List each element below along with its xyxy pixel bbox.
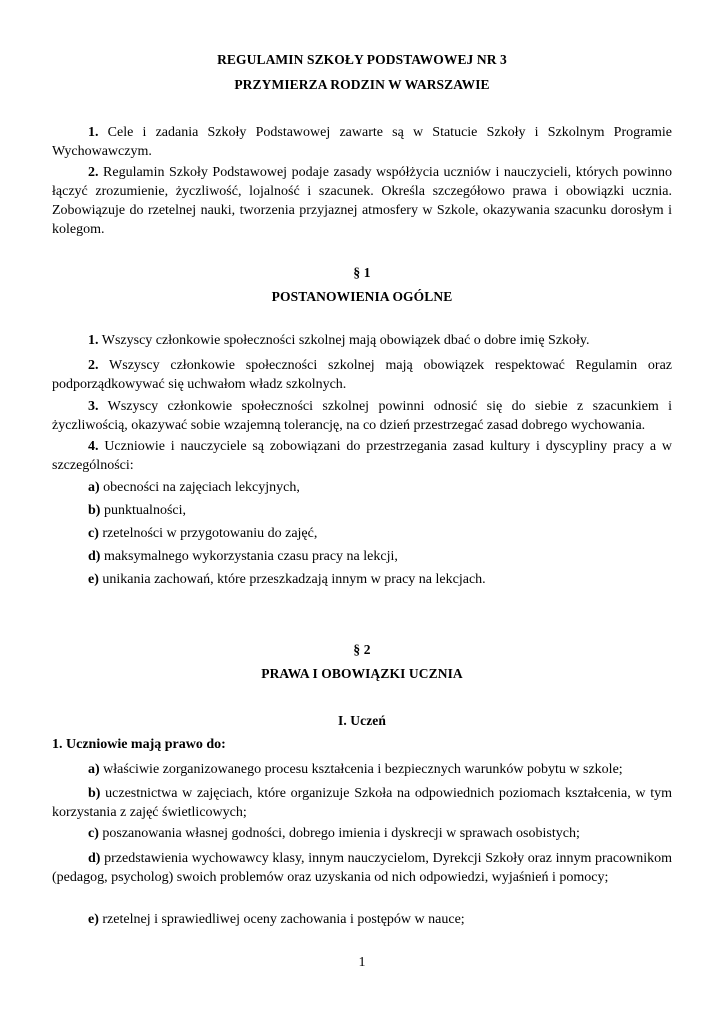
paragraph-number: 3. — [88, 399, 99, 414]
list-item — [52, 824, 672, 843]
item-text: właściwie zorganizowanego procesu kształcenia i bezpiecznych warunków pobytu w szkole; — [99, 762, 623, 777]
list-item — [52, 784, 672, 822]
item-text: przedstawienia wychowawcy klasy, innym nauczycielom, Dyrekcji Szkoły oraz innym pracownikom (pedagog, psycholog) swoich problemów oraz uzyskania od nich odpowiedzi, wyjaśnień i pomocy; — [52, 851, 672, 885]
paragraph-number: 2. — [88, 358, 99, 373]
section-1-paragraph-4 — [52, 437, 672, 475]
paragraph-number: 1. — [88, 333, 99, 348]
list-item — [88, 570, 486, 589]
section-2-symbol: § 2 — [353, 642, 371, 657]
section-1-title: POSTANOWIENIA OGÓLNE — [271, 289, 453, 304]
item-text: poszanowania własnej godności, dobrego imienia i dyskrecji w sprawach osobistych; — [98, 826, 580, 841]
paragraph-number: 4. — [88, 439, 99, 454]
item-text: unikania zachowań, które przeszkadzają innym w pracy na lekcjach. — [98, 572, 486, 587]
paragraph-text: Wszyscy członkowie społeczności szkolnej powinni odnosić się do siebie z szacunkiem i życzliwością, okazywać sobie wzajemną tolerancję, na co dzień przestrzegać zasad dobrego wychowania. — [52, 399, 672, 433]
item-letter: c) — [88, 526, 99, 541]
item-text: uczestnictwa w zajęciach, które organizuje Szkoła na odpowiednich poziomach kształcenia, w tym korzystania z zajęć świetlicowych; — [52, 786, 672, 820]
list-item — [88, 478, 300, 497]
item-text: rzetelności w przygotowaniu do zajęć, — [98, 526, 318, 541]
paragraph-text: Wszyscy członkowie społeczności szkolnej mają obowiązek respektować Regulamin oraz podporządkowywać się uchwałom władz szkolnych. — [52, 358, 672, 392]
item-letter: e) — [88, 572, 99, 587]
item-text: obecności na zajęciach lekcyjnych, — [99, 480, 300, 495]
item-letter: b) — [88, 786, 101, 801]
item-letter: d) — [88, 851, 101, 866]
list-item — [52, 760, 672, 779]
item-letter: a) — [88, 480, 100, 495]
item-text: rzetelnej i sprawiedliwej oceny zachowania i postępów w nauce; — [98, 912, 465, 927]
item-letter: a) — [88, 762, 100, 777]
intro-paragraph-1 — [52, 123, 672, 161]
paragraph-text: Cele i zadania Szkoły Podstawowej zawarte są w Statucie Szkoły i Szkolnym Programie Wychowawczym. — [52, 125, 672, 159]
section-1-symbol: § 1 — [353, 265, 371, 280]
item-text: punktualności, — [100, 503, 186, 518]
section-1-paragraph-3 — [52, 397, 672, 435]
paragraph-number: 1. — [88, 125, 99, 140]
item-letter: e) — [88, 912, 99, 927]
rights-heading: 1. Uczniowie mają prawo do: — [52, 737, 226, 752]
list-item — [52, 849, 672, 887]
section-1-paragraph-1 — [52, 331, 672, 350]
paragraph-number: 2. — [88, 165, 99, 180]
item-text: maksymalnego wykorzystania czasu pracy na lekcji, — [100, 549, 398, 564]
section-2-title: PRAWA I OBOWIĄZKI UCZNIA — [261, 666, 463, 681]
item-letter: d) — [88, 549, 101, 564]
paragraph-text: Wszyscy członkowie społeczności szkolnej mają obowiązek dbać o dobre imię Szkoły. — [98, 333, 590, 348]
document-title-line-1: REGULAMIN SZKOŁY PODSTAWOWEJ NR 3 — [217, 52, 507, 67]
paragraph-text: Uczniowie i nauczyciele są zobowiązani do przestrzegania zasad kultury i dyscypliny pracy a w szczególności: — [52, 439, 672, 473]
list-item — [88, 547, 398, 566]
section-2-subtitle: I. Uczeń — [337, 713, 387, 728]
document-title-line-2: PRZYMIERZA RODZIN W WARSZAWIE — [234, 77, 490, 92]
page-number: 1 — [358, 955, 366, 970]
list-item — [88, 501, 186, 520]
paragraph-text: Regulamin Szkoły Podstawowej podaje zasady współżycia uczniów i nauczycieli, których powinno łączyć zrozumienie, życzliwość, lojalność i szacunek. Określa szczegółowo prawa i obowiązki ucznia. Zobowiązuje do rzetelnej nauki, tworzenia przyjaznej atmosfery w Szkole, okazywania szacunku dorosłym i kolegom. — [52, 165, 672, 237]
list-item — [52, 910, 672, 929]
item-letter: b) — [88, 503, 101, 518]
item-letter: c) — [88, 826, 99, 841]
intro-paragraph-2 — [52, 163, 672, 239]
list-item — [88, 524, 317, 543]
section-1-paragraph-2 — [52, 356, 672, 394]
